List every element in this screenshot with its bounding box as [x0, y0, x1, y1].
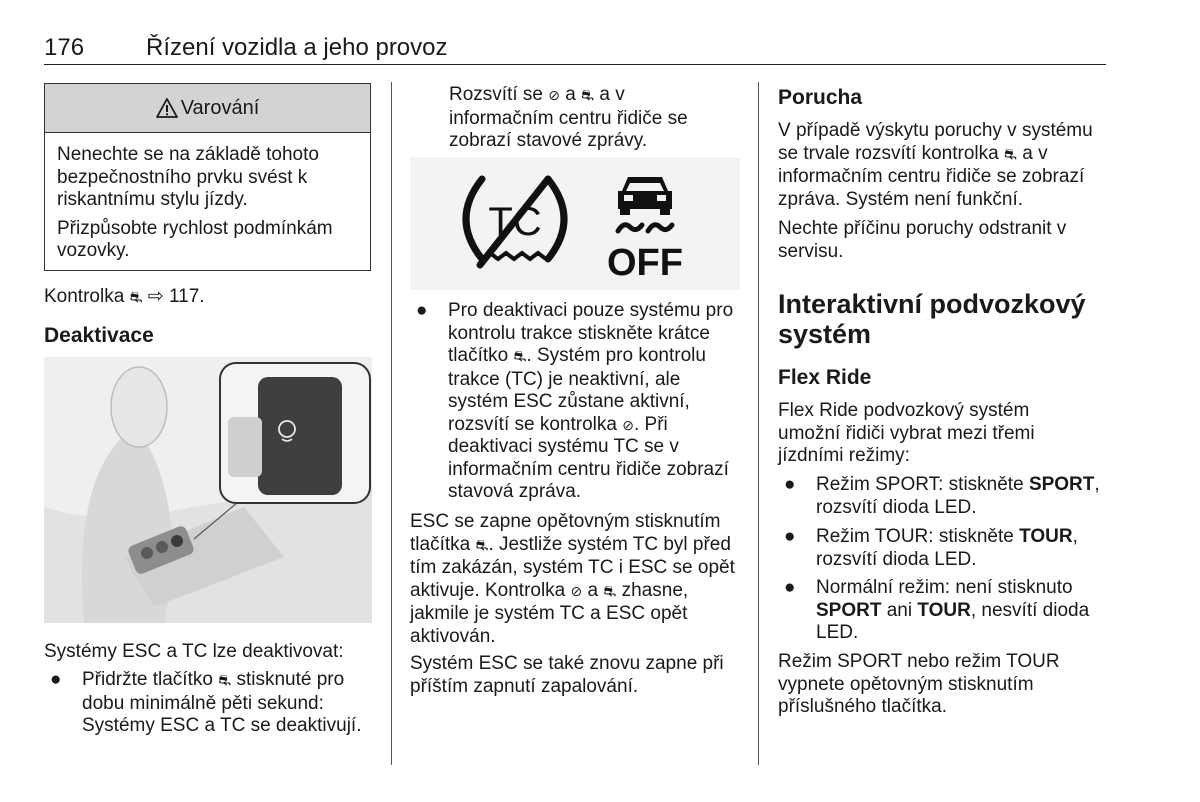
- section-heading-ips: Interaktivní podvozkový systém: [778, 289, 1086, 349]
- chapter-title: Řízení vozidla a jeho provoz: [146, 34, 448, 61]
- bullet-dot: ●: [416, 300, 428, 321]
- traction-control-icon: ⛐: [1003, 145, 1017, 163]
- off-label: OFF: [607, 242, 683, 284]
- section-heading-porucha: Porucha: [778, 86, 863, 109]
- list-item-text: Přidržte tlačítko ⛐ stisknuté pro dobu minimálně pěti sekund: Systémy ESC a TC se deaktivují.: [82, 669, 362, 736]
- warning-text: Přizpůsobte rychlost podmínkám vozovky.: [57, 217, 333, 261]
- kontrolka-ref: [44, 286, 205, 310]
- traction-control-icon: ⛐: [513, 348, 527, 365]
- console-photo: [44, 357, 372, 623]
- list-item: [410, 300, 744, 504]
- list-item: [44, 669, 378, 738]
- warning-triangle-icon: [156, 98, 178, 118]
- list-item-text: Pro deaktivaci pouze systému pro kontrolu trakce stiskněte krátce tlačítko ⛐. Systém pro kontrolu trakce (TC) je neaktivní, ale systém ESC zůstane aktivní, rozsvítí se kontrolka ⊘. Při deaktivaci systému TC se v informačním centru řidiče zobrazí stavová zpráva.: [448, 300, 734, 502]
- bullet-dot: ●: [784, 474, 796, 495]
- list-item: [778, 577, 1108, 645]
- porucha-text-2: Nechte příčinu poruchy odstranit v servisu.: [778, 218, 1067, 262]
- list-item: [778, 526, 1108, 571]
- warning-box: [44, 83, 371, 271]
- warning-header: [45, 84, 370, 133]
- traction-control-icon: ⛐: [475, 536, 489, 554]
- traction-control-icon: ⛐: [603, 582, 617, 600]
- col2-intro: Rozsvítí se ⊘ a ⛐ a v informačním centru řidiče se zobrazí stavové zprávy.: [449, 84, 688, 151]
- list-item-text: Normální režim: není stisknuto SPORT ani TOUR, nesvítí dioda LED.: [816, 577, 1090, 643]
- page-ref: 117.: [169, 286, 205, 307]
- flex-intro: Flex Ride podvozkový systém umožní řidiči vybrat mezi třemi jízdními režimy:: [778, 400, 1035, 466]
- section-heading-flex: Flex Ride: [778, 366, 872, 389]
- tc-off-small-icon: ⊘: [622, 416, 634, 433]
- section-heading-deaktivace: Deaktivace: [44, 324, 154, 347]
- bullet-dot: ●: [784, 526, 796, 547]
- warning-text: Nenechte se na základě tohoto bezpečnostního prvku svést k riskantnímu stylu jízdy.: [57, 144, 319, 210]
- list-item-text: Režim SPORT: stiskněte SPORT, rozsvítí dioda LED.: [816, 474, 1100, 518]
- bullet-dot: ●: [50, 669, 62, 690]
- porucha-text: V případě výskytu poruchy v systému se trvale rozsvítí kontrolka ⛐ a v informačním centru řidiče se zobrazí zpráva. Systém není funkční.: [778, 120, 1093, 210]
- tc-label: TC: [488, 200, 542, 244]
- column-divider: [758, 82, 759, 765]
- tc-off-small-icon: ⊘: [548, 87, 560, 103]
- traction-control-icon: ⛐: [129, 289, 143, 306]
- traction-control-icon: [410, 157, 740, 290]
- bullet-dot: ●: [784, 577, 796, 598]
- column-divider: [391, 82, 392, 765]
- traction-control-icon: ⛐: [218, 672, 232, 689]
- page-number: 176: [44, 34, 85, 61]
- flex-outro: Režim SPORT nebo režim TOUR vypnete opětovným stisknutím příslušného tlačítka.: [778, 651, 1060, 717]
- page-ref-arrow-icon: ⇨: [147, 286, 164, 307]
- esc-paragraph-2: Systém ESC se také znovu zapne při příštím zapnutí zapalování.: [410, 653, 724, 697]
- traction-control-icon: ⛐: [581, 87, 595, 104]
- kontrolka-label: Kontrolka: [44, 286, 125, 307]
- esc-paragraph: ESC se zapne opětovným stisknutím tlačítka ⛐. Jestliže systém TC byl před tím zakázán, systém TC i ESC se opět aktivuje. Kontrolka ⊘ a ⛐ zhasne, jakmile je systém TC a ESC opět aktivován.: [410, 511, 735, 647]
- symbols-panel: [410, 157, 740, 290]
- warning-title: Varování: [180, 96, 260, 119]
- deactivate-intro: Systémy ESC a TC lze deaktivovat:: [44, 641, 344, 662]
- list-item-text: Režim TOUR: stiskněte TOUR, rozsvítí dioda LED.: [816, 526, 1078, 570]
- tc-off-small-icon: ⊘: [570, 582, 583, 599]
- esc-off-icon: [600, 165, 690, 285]
- list-item: [778, 474, 1108, 519]
